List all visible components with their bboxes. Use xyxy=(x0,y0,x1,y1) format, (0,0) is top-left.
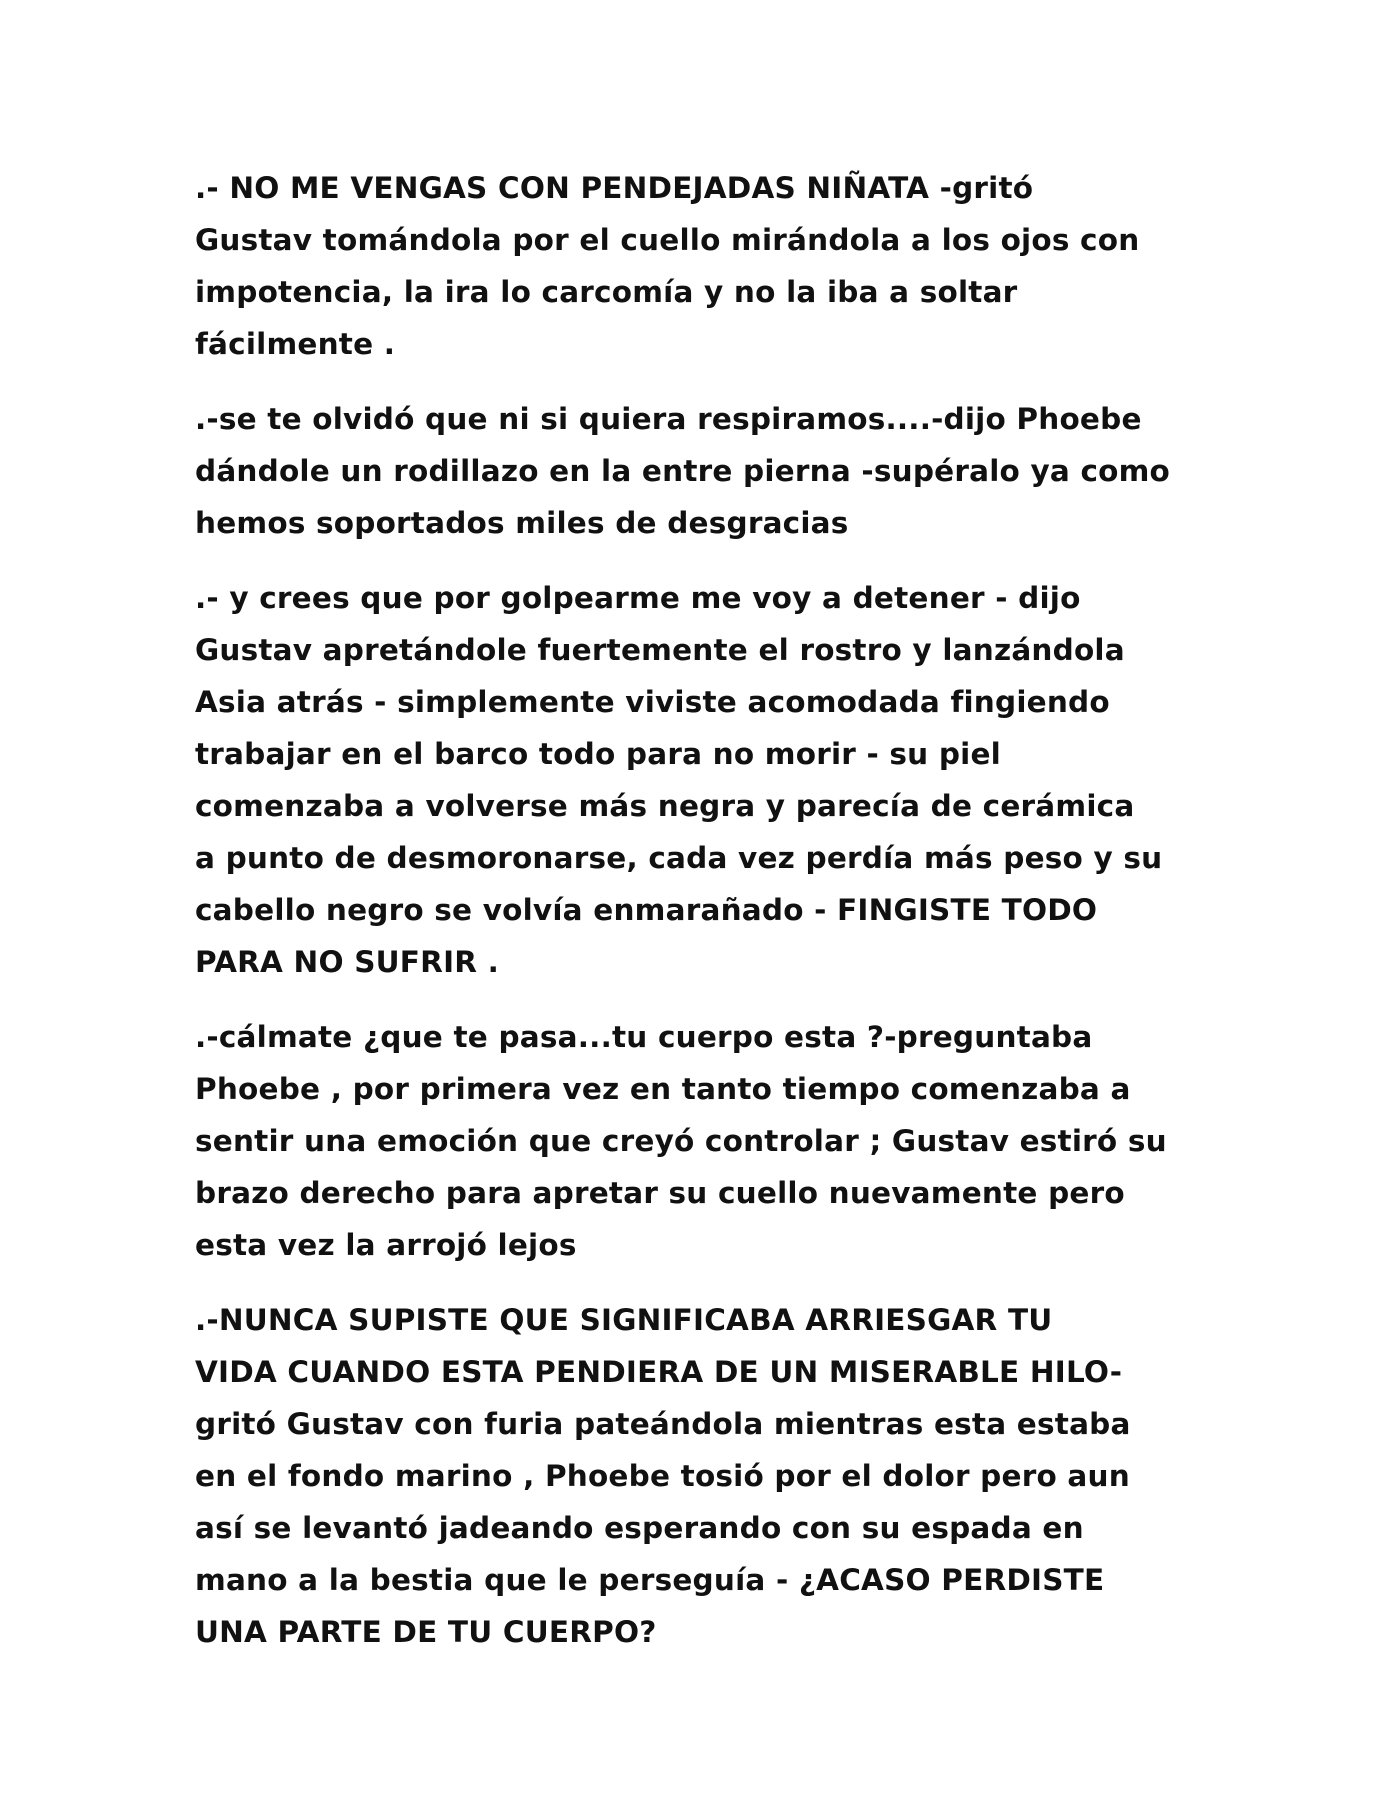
text-line: cabello negro se volvía enmarañado - FINGISTE TODO xyxy=(195,893,1098,927)
text-line: Phoebe , por primera vez en tanto tiempo comenzaba a xyxy=(195,1072,1131,1106)
text-line: trabajar en el barco todo para no morir - su piel xyxy=(195,737,1001,771)
text-line: Gustav apretándole fuertemente el rostro y lanzándola xyxy=(195,633,1125,667)
text-line: .-se te olvidó que ni si quiera respiramos....-dijo Phoebe xyxy=(195,402,1142,436)
text-line: sentir una emoción que creyó controlar ; Gustav estiró su xyxy=(195,1124,1167,1158)
text-line: Gustav tomándola por el cuello mirándola a los ojos con xyxy=(195,223,1140,257)
text-line: .-NUNCA SUPISTE QUE SIGNIFICABA ARRIESGAR TU xyxy=(195,1303,1053,1337)
text-line: gritó Gustav con furia pateándola mientras esta estaba xyxy=(195,1407,1131,1441)
text-line: fácilmente . xyxy=(195,327,396,361)
paragraph-4 xyxy=(195,1011,1225,1271)
text-line: .- y crees que por golpearme me voy a detener - dijo xyxy=(195,581,1081,615)
text-line: dándole un rodillazo en la entre pierna -supéralo ya como xyxy=(195,454,1171,488)
text-line: a punto de desmoronarse, cada vez perdía más peso y su xyxy=(195,841,1163,875)
story-text xyxy=(195,162,1225,1681)
text-line: VIDA CUANDO ESTA PENDIERA DE UN MISERABLE HILO- xyxy=(195,1355,1123,1389)
text-line: en el fondo marino , Phoebe tosió por el dolor pero aun xyxy=(195,1459,1130,1493)
text-line: brazo derecho para apretar su cuello nuevamente pero xyxy=(195,1176,1125,1210)
text-line: Asia atrás - simplemente viviste acomodada fingiendo xyxy=(195,685,1110,719)
text-line: hemos soportados miles de desgracias xyxy=(195,506,849,540)
paragraph-5 xyxy=(195,1294,1225,1658)
text-line: .- NO ME VENGAS CON PENDEJADAS NIÑATA -gritó xyxy=(195,171,1034,205)
paragraph-1 xyxy=(195,162,1225,370)
text-line: impotencia, la ira lo carcomía y no la iba a soltar xyxy=(195,275,1018,309)
text-line: PARA NO SUFRIR . xyxy=(195,945,500,979)
text-line: esta vez la arrojó lejos xyxy=(195,1228,577,1262)
text-line: .-cálmate ¿que te pasa...tu cuerpo esta ?-preguntaba xyxy=(195,1020,1093,1054)
text-line: mano a la bestia que le perseguía - ¿ACASO PERDISTE xyxy=(195,1563,1105,1597)
paragraph-3 xyxy=(195,572,1225,988)
text-line: UNA PARTE DE TU CUERPO? xyxy=(195,1615,657,1649)
text-line: así se levantó jadeando esperando con su espada en xyxy=(195,1511,1084,1545)
text-line: comenzaba a volverse más negra y parecía de cerámica xyxy=(195,789,1135,823)
paragraph-2 xyxy=(195,393,1225,549)
